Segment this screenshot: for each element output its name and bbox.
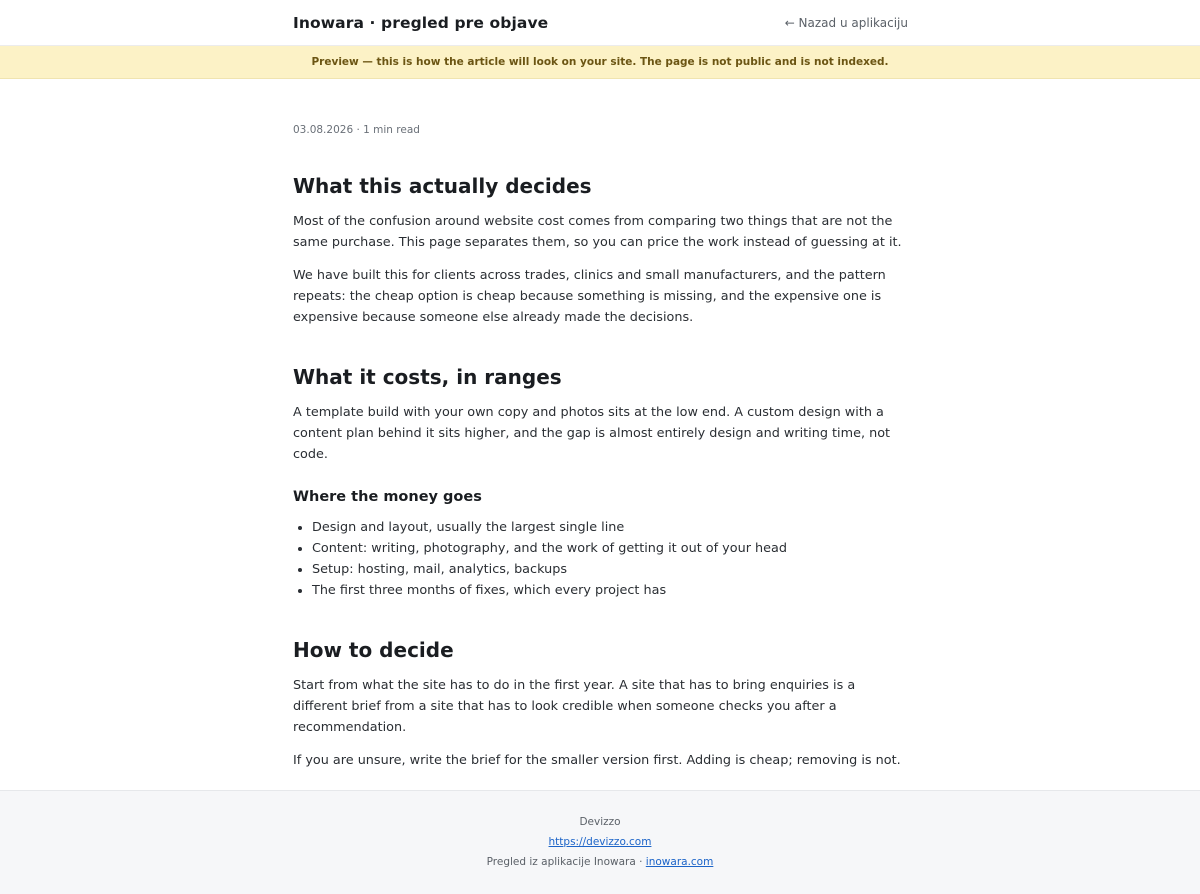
paragraph: A template build with your own copy and photos sits at the low end. A custom design with a content plan behind it sits higher, and the gap is almost entirely design and writing time, not code. (293, 405, 891, 462)
footer-credit-link[interactable]: inowara.com (645, 856, 714, 868)
article (293, 79, 908, 815)
list-item: • Design and layout, usually the largest single line (312, 517, 908, 538)
subsection-heading: Where the money goes (293, 489, 482, 505)
list-item: • Content: writing, photography, and the work of getting it out of your head (312, 538, 908, 559)
footer-credit-text: Pregled iz aplikacije Inowara · (486, 856, 646, 868)
back-to-app-link[interactable]: ← Nazad u aplikaciju (784, 16, 908, 30)
footer-url-link[interactable]: https://devizzo.com (548, 836, 652, 848)
article-meta: 03.08.2026 · 1 min read (293, 124, 420, 136)
preview-banner (0, 46, 1200, 79)
footer (0, 790, 1200, 894)
section-heading: What it costs, in ranges (293, 365, 562, 389)
preview-banner-text: Preview — this is how the article will look on your site. The page is not public and is not indexed. (311, 56, 889, 68)
list-item: • Setup: hosting, mail, analytics, backups (312, 559, 908, 580)
footer-url-line (0, 832, 1200, 852)
list-item: • The first three months of fixes, which every project has (312, 580, 908, 601)
top-bar-inner (293, 0, 908, 46)
page-title: Inowara · pregled pre objave (293, 14, 549, 32)
footer-credit (0, 852, 1200, 872)
paragraph: Most of the confusion around website cost comes from comparing two things that are not the same purchase. This page separates them, so you can price the work instead of guessing at it. (293, 214, 902, 250)
section-heading: How to decide (293, 638, 454, 662)
paragraph: We have built this for clients across trades, clinics and small manufacturers, and the pattern repeats: the cheap option is cheap because something is missing, and the expensive one is expensive because someone else already made the decisions. (293, 268, 886, 325)
paragraph: If you are unsure, write the brief for the smaller version first. Adding is cheap; removing is not. (293, 753, 901, 768)
footer-company: Devizzo (579, 816, 621, 828)
section-heading: What this actually decides (293, 174, 592, 198)
cost-list (293, 517, 908, 601)
top-bar (0, 0, 1200, 46)
paragraph: Start from what the site has to do in the first year. A site that has to bring enquiries is a different brief from a site that has to look credible when someone checks you after a recommendation. (293, 678, 856, 735)
